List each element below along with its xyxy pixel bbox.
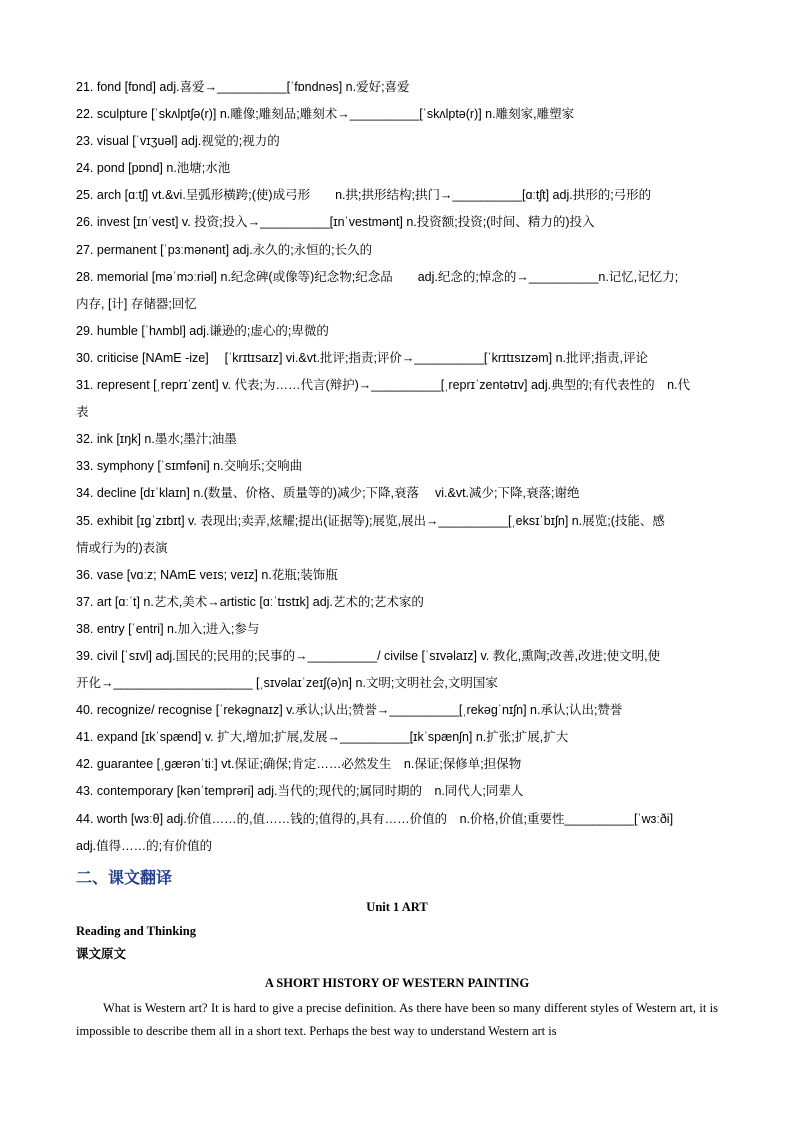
vocab-entry bbox=[76, 345, 718, 372]
vocab-text: entry [ˈentri] n.加入;进入;参与 bbox=[96, 621, 260, 636]
story-title: A SHORT HISTORY OF WESTERN PAINTING bbox=[264, 975, 530, 990]
vocab-entry bbox=[76, 209, 718, 236]
vocab-number: 33. bbox=[76, 459, 94, 474]
vocab-number: 35. bbox=[76, 513, 94, 528]
vocab-number: 38. bbox=[76, 621, 94, 636]
vocab-text: sculpture [ˈskʌlptʃə(r)] n.雕像;雕刻品;雕刻术→__________[ˈskʌlptə(r)] n.雕刻家,雕塑家 bbox=[96, 107, 575, 122]
vocab-entry bbox=[76, 616, 718, 643]
vocab-number: 22. bbox=[76, 107, 94, 122]
vocab-text: symphony [ˈsɪmfəni] n.交响乐;交响曲 bbox=[96, 459, 303, 474]
body-paragraph: What is Western art? It is hard to give a precise definition. As there have been so many different styles of Western art, it is impossible to describe them all in a short text. Perhaps the best way to understand Western art is bbox=[76, 1000, 718, 1038]
document-page bbox=[76, 74, 718, 1043]
vocab-number: 41. bbox=[76, 730, 94, 745]
vocab-entry bbox=[76, 697, 718, 724]
vocab-text: art [ɑːˈt] n.艺术,美术→artistic [ɑːˈtɪstɪk] adj.艺术的;艺术家的 bbox=[96, 594, 424, 609]
vocab-entry bbox=[76, 426, 718, 453]
vocab-entry bbox=[76, 562, 718, 589]
vocab-number: 23. bbox=[76, 134, 94, 149]
vocab-text: visual [ˈvɪʒuəl] adj.视觉的;视力的 bbox=[96, 134, 280, 149]
vocab-text: recognize/ recognise [ˈrekəɡnaɪz] v.承认;认出;赞誉→__________[ˌrekəɡˈnɪʃn] n.承认;认出;赞誉 bbox=[96, 703, 623, 718]
vocab-text: humble [ˈhʌmbl] adj.谦逊的;虚心的;卑微的 bbox=[96, 323, 329, 338]
vocab-text: invest [ɪnˈvest] v. 投资;投入→__________[ɪnˈvestmənt] n.投资额;投资;(时间、精力的)投入 bbox=[96, 215, 595, 230]
vocab-entry bbox=[76, 806, 718, 860]
vocab-entry bbox=[76, 589, 718, 616]
sub-heading: Reading and Thinking bbox=[76, 923, 196, 938]
vocab-entry bbox=[76, 264, 718, 318]
vocab-text: guarantee [ˌɡærənˈtiː] vt.保证;确保;肯定……必然发生 n.保证;保修单;担保物 bbox=[96, 757, 522, 772]
vocab-text: arch [ɑːtʃ] vt.&vi.呈弧形横跨;(使)成弓形 n.拱;拱形结构;拱门→__________[ɑːtʃt] adj.拱形的;弓形的 bbox=[96, 188, 652, 203]
vocab-number: 37. bbox=[76, 594, 94, 609]
vocab-entry bbox=[76, 155, 718, 182]
vocab-text-continued: adj.值得……的;有价值的 bbox=[76, 838, 213, 853]
vocab-entry bbox=[76, 508, 718, 562]
vocab-number: 27. bbox=[76, 242, 94, 257]
vocab-entry bbox=[76, 643, 718, 697]
vocab-entry bbox=[76, 724, 718, 751]
vocab-text: ink [ɪŋk] n.墨水;墨汁;油墨 bbox=[96, 432, 237, 447]
vocab-text: criticise [NAmE -ize] [ˈkrɪtɪsaɪz] vi.&vt.批评;指责;评价→__________[ˈkrɪtɪsɪzəm] n.批评;指责,评论 bbox=[96, 350, 648, 365]
unit-title: Unit 1 ART bbox=[366, 899, 428, 914]
vocab-text-continued: 表 bbox=[76, 405, 89, 420]
vocab-text: pond [pɒnd] n.池塘;水池 bbox=[96, 161, 231, 176]
vocab-text: decline [dɪˈklaɪn] n.(数量、价格、质量等的)减少;下降,衰落 vi.&vt.减少;下降,衰落;谢绝 bbox=[96, 486, 580, 501]
vocab-text: memorial [məˈmɔːriəl] n.纪念碑(或像等)纪念物;纪念品 adj.纪念的;悼念的→__________n.记忆,记忆力; bbox=[96, 269, 679, 284]
vocab-text: civil [ˈsɪvl] adj.国民的;民用的;民事的→__________/ civilse [ˈsɪvəlaɪz] v. 教化,熏陶;改善,改进;使文明,使 bbox=[96, 648, 661, 663]
vocab-entry bbox=[76, 237, 718, 264]
sub-heading-original-text: 课文原文 bbox=[76, 945, 127, 961]
vocab-entry bbox=[76, 128, 718, 155]
vocab-number: 40. bbox=[76, 703, 94, 718]
vocab-number: 43. bbox=[76, 784, 94, 799]
vocab-entry bbox=[76, 480, 718, 507]
vocab-text: permanent [ˈpɜːmənənt] adj.永久的;永恒的;长久的 bbox=[96, 242, 373, 257]
vocab-text-continued: 内存, [计] 存储器;回忆 bbox=[76, 296, 197, 311]
vocab-text: exhibit [ɪɡˈzɪbɪt] v. 表现出;卖弄,炫耀;提出(证据等);展览,展出→__________[ˌeksɪˈbɪʃn] n.展览;(技能、感 bbox=[96, 513, 665, 528]
vocab-number: 32. bbox=[76, 432, 94, 447]
vocab-number: 39. bbox=[76, 648, 94, 663]
vocab-number: 31. bbox=[76, 378, 94, 393]
vocab-text: worth [wɜːθ] adj.价值……的,值……钱的;值得的,具有……价值的 n.价格,价值;重要性__________[ˈwɜːði] bbox=[96, 811, 674, 826]
vocabulary-list bbox=[76, 74, 718, 860]
vocab-number: 29. bbox=[76, 323, 94, 338]
vocab-number: 36. bbox=[76, 567, 94, 582]
vocab-number: 26. bbox=[76, 215, 94, 230]
vocab-number: 42. bbox=[76, 757, 94, 772]
vocab-number: 24. bbox=[76, 161, 94, 176]
vocab-entry bbox=[76, 751, 718, 778]
section-heading: 二、课文翻译 bbox=[76, 867, 173, 887]
vocab-entry bbox=[76, 372, 718, 426]
vocab-number: 28. bbox=[76, 269, 94, 284]
vocab-text-continued: 情或行为的)表演 bbox=[76, 540, 168, 555]
vocab-entry bbox=[76, 101, 718, 128]
vocab-text: vase [vɑːz; NAmE veɪs; veɪz] n.花瓶;装饰瓶 bbox=[96, 567, 338, 582]
vocab-number: 44. bbox=[76, 811, 94, 826]
vocab-entry bbox=[76, 182, 718, 209]
vocab-text: fond [fɒnd] adj.喜爱→__________[ˈfɒndnəs] n.爱好;喜爱 bbox=[96, 80, 410, 94]
vocab-text: expand [ɪkˈspænd] v. 扩大,增加;扩展,发展→__________[ɪkˈspænʃn] n.扩张;扩展,扩大 bbox=[96, 730, 569, 745]
vocab-text: contemporary [kənˈtemprəri] adj.当代的;现代的;属同时期的 n.同代人;同辈人 bbox=[96, 784, 524, 799]
vocab-entry bbox=[76, 778, 718, 805]
vocab-number: 30. bbox=[76, 350, 94, 365]
vocab-entry bbox=[76, 453, 718, 480]
vocab-text: represent [ˌreprɪˈzent] v. 代表;为……代言(辩护)→__________[ˌreprɪˈzentətɪv] adj.典型的;有代表性的 n.代 bbox=[96, 378, 691, 393]
vocab-entry bbox=[76, 74, 718, 101]
vocab-number: 21. bbox=[76, 80, 94, 94]
vocab-text-continued: 开化→____________________ [ˌsɪvəlaɪˈzeɪʃ(ə)n] n.文明;文明社会,文明国家 bbox=[76, 676, 498, 691]
vocab-number: 25. bbox=[76, 188, 94, 203]
vocab-number: 34. bbox=[76, 486, 94, 501]
vocab-entry bbox=[76, 318, 718, 345]
